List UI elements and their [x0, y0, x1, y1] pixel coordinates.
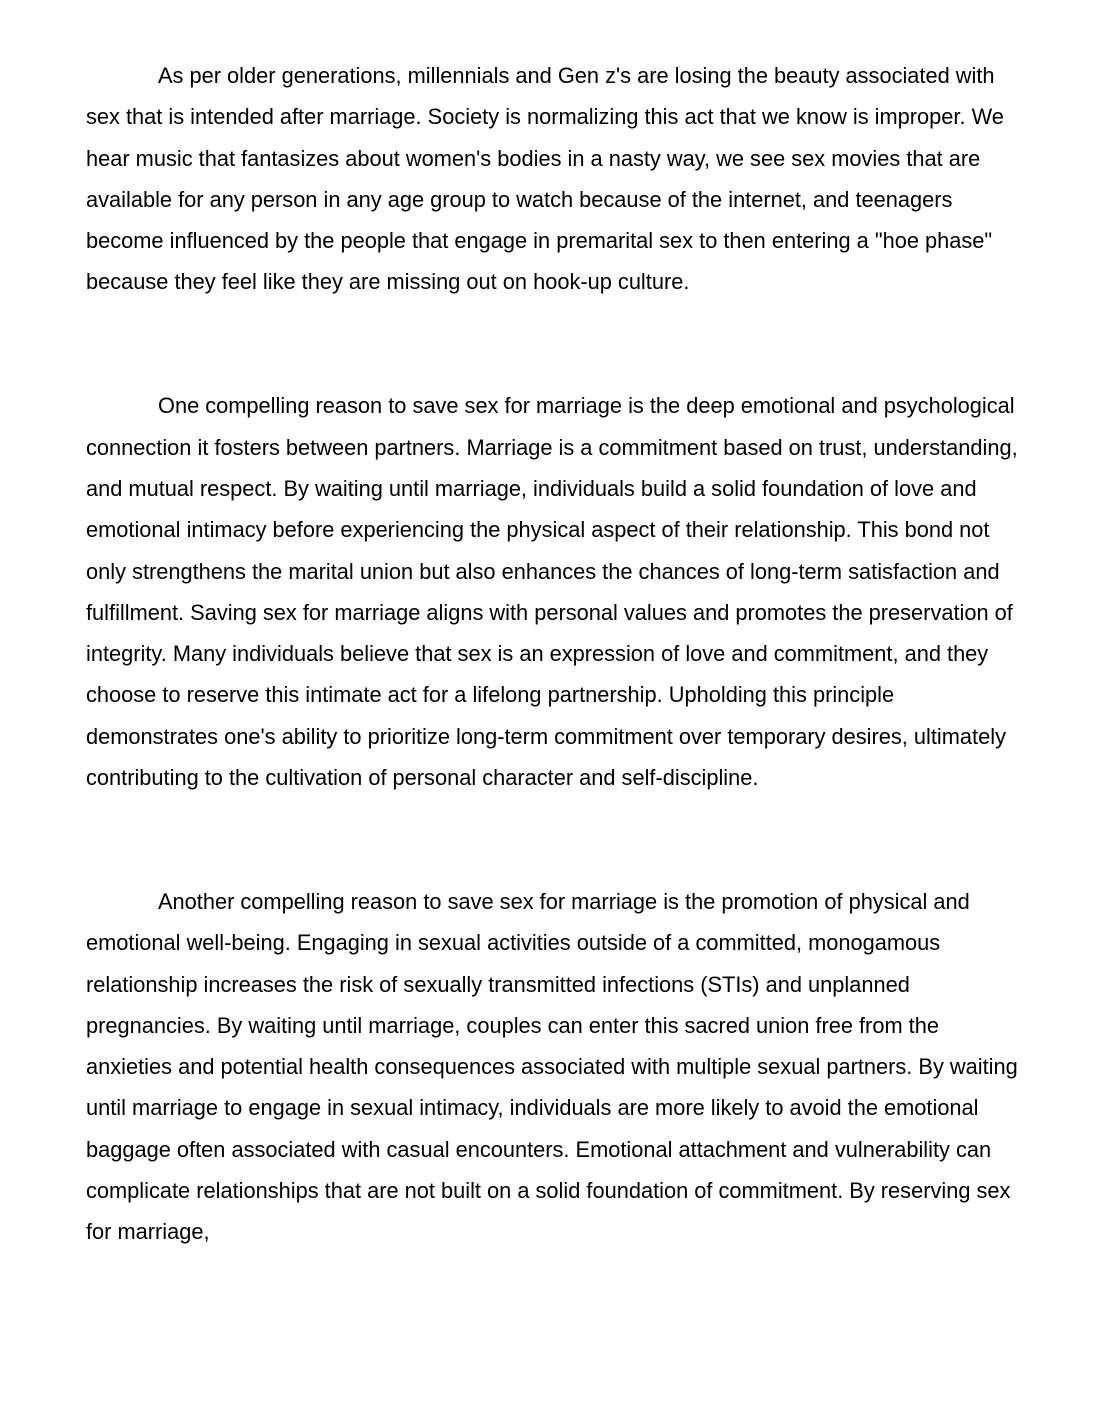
- paragraph-1: As per older generations, millennials and Gen z's are losing the beauty associated with sex that is intended after marriage. Society is normalizing this act that we know is improper. We hear music that fantasizes about women's bodies in a nasty way, we see sex movies that are available for any person in any age group to watch because of the internet, and teenagers become influenced by the people that engage in premarital sex to then entering a "hoe phase" because they feel like they are missing out on hook-up culture.: [86, 63, 1004, 295]
- paragraph-3: Another compelling reason to save sex for marriage is the promotion of physical and emotional well-being. Engaging in sexual activities outside of a committed, monogamous relationship increases the risk of sexually transmitted infections (STIs) and unplanned pregnancies. By waiting until marriage, couples can enter this sacred union free from the anxieties and potential health consequences associated with multiple sexual partners. By waiting until marriage to engage in sexual intimacy, individuals are more likely to avoid the emotional baggage often associated with casual encounters. Emotional attachment and vulnerability can complicate relationships that are not built on a solid foundation of commitment. By reserving sex for marriage,: [86, 888, 1018, 1245]
- document-body: [86, 55, 1026, 1253]
- paragraph-2: One compelling reason to save sex for marriage is the deep emotional and psychological connection it fosters between partners. Marriage is a commitment based on trust, understanding, and mutual respect. By waiting until marriage, individuals build a solid foundation of love and emotional intimacy before experiencing the physical aspect of their relationship. This bond not only strengthens the marital union but also enhances the chances of long-term satisfaction and fulfillment. Saving sex for marriage aligns with personal values and promotes the preservation of integrity. Many individuals believe that sex is an expression of love and commitment, and they choose to reserve this intimate act for a lifelong partnership. Upholding this principle demonstrates one's ability to prioritize long-term commitment over temporary desires, ultimately contributing to the cultivation of personal character and self-discipline.: [86, 393, 1018, 791]
